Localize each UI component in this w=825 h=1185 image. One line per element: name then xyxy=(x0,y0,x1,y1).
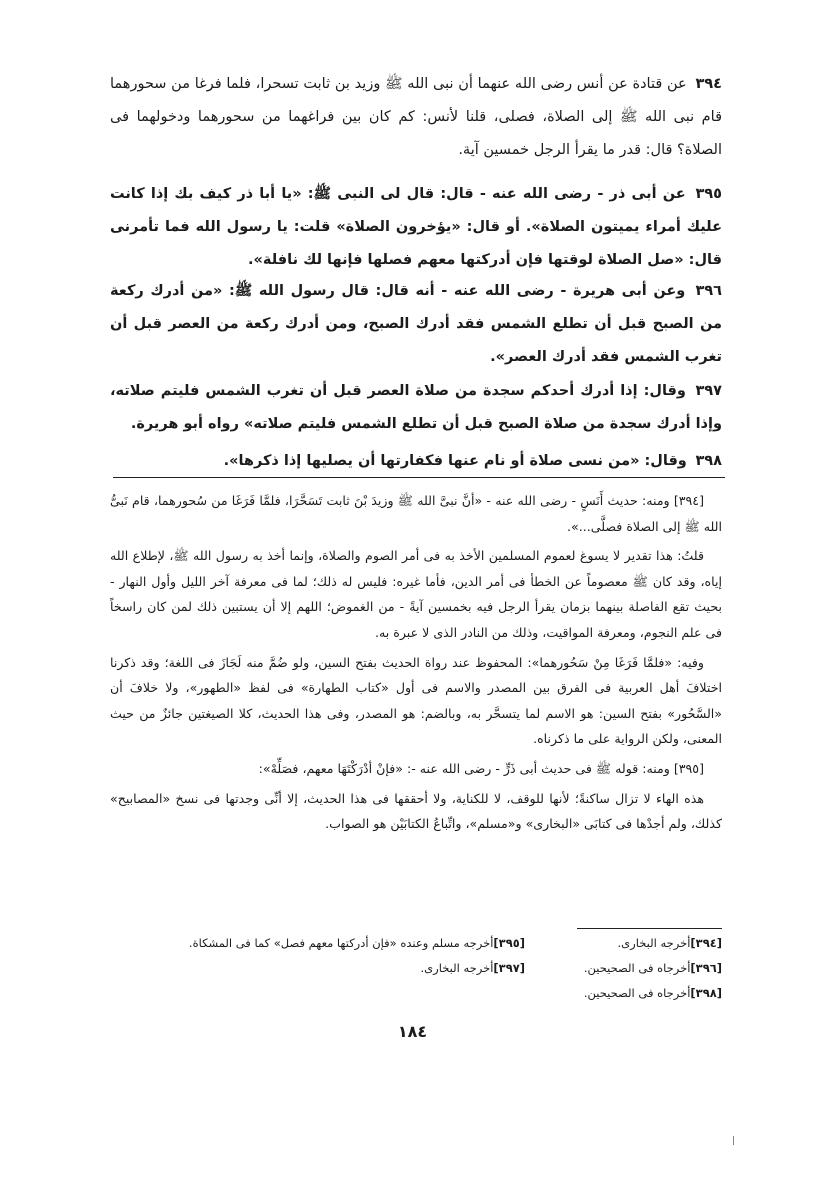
hadith-394 xyxy=(110,68,722,178)
hadith-number: ٣٩٦ xyxy=(695,283,723,299)
footnote-text: أخرجاه فى الصحيحين. xyxy=(583,961,691,975)
commentary-paragraph: [٣٩٤] ومنه: حديث أَنَسٍ - رضى الله عنه - «أنَّ نبىَّ الله ﷺ وزيدَ بْنَ ثابت تَسَحَّرَا، فلمَّا فَرَغَا من سُحورهما، قام نَبىُّ الله ﷺ إلى الصلاة فصلَّى...». xyxy=(110,493,722,534)
page-number: ١٨٤ xyxy=(397,1022,428,1041)
hadith-text: وقال: «من نسى صلاة أو نام عنها فكفارتها أن يصليها إذا ذكرها». xyxy=(223,453,687,469)
footnote-398 xyxy=(584,986,722,1000)
commentary-block xyxy=(110,488,722,841)
hadith-397 xyxy=(110,375,722,445)
commentary-paragraph: قلتُ: هذا تقدير لا يسوغ لعموم المسلمين الأخذ به فى أمر الصوم والصلاة، وإنما أخذ به رسول الله ﷺ، لإطلاع الله إياه، وقد كان ﷺ معصوماً عن الخطأ فى أمر الدين، فأما غيره: فليس له ذلك؛ لما فى معرفة آخر الليل وأول النهار - بحيث تقع الفاصلة بينهما بزمان يقرأ الرجل فيه بخمسين آيةً - من الغموض؛ اللهم إلا أن يستبين ذلك لمن كان راسخاً فى علم النجوم، ومعرفة المواقيت، وذلك من النادر الذى لا عبرة به. xyxy=(110,548,722,640)
hadith-number: ٣٩٤ xyxy=(695,76,722,92)
scan-mark xyxy=(733,1136,734,1145)
footnote-ref: [٣٩٨] xyxy=(690,986,722,1000)
commentary-paragraph: وفيه: «فلمَّا فَرَغَا مِنْ سَحُورهما»: المحفوظ عند رواة الحديث بفتح السين، ولو ضُمَّ منه لَجَازَ فى اللغة؛ وقد ذكرنا اختلافَ أهل العربية فى الفرق بين المصدر والاسم فى أول «كتاب الطهارة» فى لفظ «الطهور»، ولا خلافَ أن «السَّحُور» بفتح السين: هو الاسم لما يتسحَّر به، وبالضم: هو المصدر، وفى هذا الحديث، كلا الصيغتين جائزٌ من حيث المعنى، ولكن الرواية على ما ذكرناه. xyxy=(110,654,722,747)
hadith-block xyxy=(110,68,722,478)
footnote-text: أخرجه البخارى. xyxy=(420,961,494,975)
hadith-396 xyxy=(110,275,722,375)
hadith-number: ٣٩٧ xyxy=(695,383,723,399)
hadith-text: وقال: إذا أدرك أحدكم سجدة من صلاة العصر قبل أن تغرب الشمس فليتم صلاته، وإذا أدرك سجدة من صلاة الصبح قبل أن تطلع الشمس فليتم صلاته» رواه أبو هريرة. xyxy=(110,383,722,432)
footnote-text: أخرجه البخارى. xyxy=(617,936,691,950)
commentary-paragraph: [٣٩٥] ومنه: قوله ﷺ فى حديث أبى ذَرٍّ - رضى الله عنه -: «فإنْ أدْرَكْتَهَا معهم، فصَلِّهْ»: xyxy=(258,760,704,776)
footnote-397 xyxy=(421,961,525,975)
footnote-396 xyxy=(584,961,722,975)
footnote-395 xyxy=(189,936,525,950)
footnote-ref: [٣٩٥] xyxy=(493,936,525,950)
hadith-text: عن أبى ذر - رضى الله عنه - قال: قال لى النبى ﷺ: «يا أبا ذر كيف بك إذا كانت عليك أمراء يميتون الصلاة». أو قال: «يؤخرون الصلاة» قلت: يا رسول الله فما تأمرنى قال: «صل الصلاة لوقتها فإن أدركتها معهم فصلها فإنها لك نافلة». xyxy=(110,186,722,268)
commentary-paragraph: هذه الهاء لا تزال ساكنةً؛ لأنها للوقف، لا للكناية، ولا أحققها فى هذا الحديث، إلا أنِّى وجدتها فى نسخ «المصابيح» كذلك، ولم أجدْها فى كتابَى «البخارى» و«مسلم»، واتِّباعُ الكتابَيْن هو الصواب. xyxy=(110,790,722,832)
hadith-395 xyxy=(110,178,722,275)
footnote-text: أخرجه مسلم وعنده «فإن أدركتها معهم فصل» كما فى المشكاة. xyxy=(188,936,494,950)
footnote-ref: [٣٩٧] xyxy=(493,961,525,975)
footnote-ref: [٣٩٦] xyxy=(690,961,722,975)
hadith-text: عن قتادة عن أنس رضى الله عنهما أن نبى الله ﷺ وزيد بن ثابت تسحرا، فلما فرغا من سحورهما قام نبى الله ﷺ إلى الصلاة، فصلى، قلنا لأنس: كم كان بين فراغهما من سحورهما ودخولهما فى الصلاة؟ قال: قدر ما يقرأ الرجل خمسين آية. xyxy=(110,76,722,158)
footnote-divider xyxy=(577,928,722,929)
footnote-394 xyxy=(618,936,722,950)
hadith-398 xyxy=(110,445,722,478)
section-divider xyxy=(113,477,725,478)
hadith-text: وعن أبى هريرة - رضى الله عنه - أنه قال: قال رسول الله ﷺ: «من أدرك ركعة من الصبح قبل أن تطلع الشمس فقد أدرك الصبح، ومن أدرك ركعة من العصر قبل أن تغرب الشمس فقد أدرك العصر». xyxy=(110,283,722,365)
hadith-number: ٣٩٥ xyxy=(695,186,723,202)
footnote-text: أخرجاه فى الصحيحين. xyxy=(583,986,691,1000)
footnote-ref: [٣٩٤] xyxy=(690,936,722,950)
hadith-number: ٣٩٨ xyxy=(695,453,722,469)
